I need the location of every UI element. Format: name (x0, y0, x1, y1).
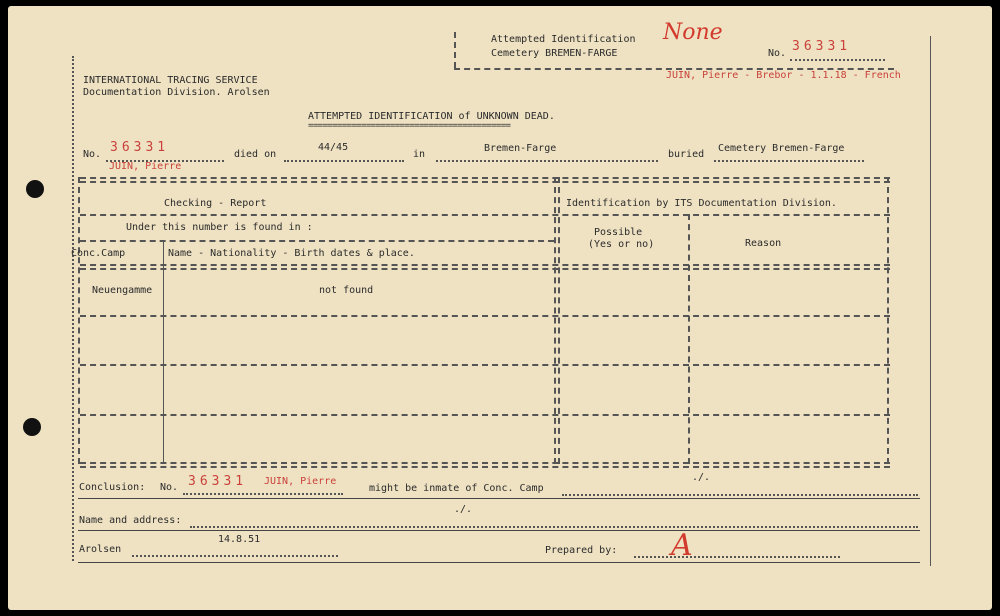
checking-report-header: Checking - Report (164, 198, 267, 209)
page-title: ATTEMPTED IDENTIFICATION of UNKNOWN DEAD. (308, 111, 555, 122)
record-no-label: No. (83, 149, 102, 160)
table-col-header-line-2 (80, 268, 890, 270)
prepared-by-dots (634, 556, 840, 558)
identification-header: Identification by ITS Documentation Division. (566, 198, 837, 209)
conclusion-no-dots (183, 493, 343, 495)
ats-no-value: 36331 (792, 39, 852, 54)
row-1-camp: Neuengamme (92, 285, 153, 296)
footer-line (78, 562, 920, 563)
left-margin-line (72, 56, 74, 561)
record-no-value: 36331 (110, 140, 170, 155)
under-number-underline (80, 240, 554, 242)
conclusion-no-label: No. (160, 482, 179, 493)
footer-place: Arolsen (79, 544, 122, 555)
buried-label: buried (668, 149, 705, 160)
person-summary: JUIN, Pierre - Brebor - 1.1.18 - French (666, 70, 901, 81)
table-divider-reason (688, 214, 690, 464)
ats-box-left (454, 32, 456, 68)
col-name: Name - Nationality - Birth dates & place. (168, 248, 415, 259)
died-value: 44/45 (318, 142, 349, 153)
conclusion-camp-value: ./. (692, 472, 711, 483)
table-header-line (80, 214, 890, 216)
in-value: Bremen-Farge (484, 143, 557, 154)
prepared-by-label: Prepared by: (545, 545, 618, 556)
conclusion-label: Conclusion: (79, 482, 146, 493)
record-name: JUIN, Pierre (109, 161, 182, 172)
org-line-2: Documentation Division. Arolsen (83, 87, 270, 98)
signature: A (671, 528, 693, 563)
punch-hole-top (26, 180, 44, 198)
punch-hole-bottom (23, 418, 41, 436)
table-bottom-border (80, 462, 890, 464)
table-row-line-1 (80, 315, 890, 317)
col-possible-1: Possible (594, 227, 643, 238)
record-card (8, 6, 992, 610)
row-1-name: not found (319, 285, 374, 296)
table-bottom-border-2 (80, 466, 890, 468)
table-divider-main (554, 177, 556, 464)
table-divider-camp (163, 242, 164, 464)
under-number-label: Under this number is found in : (126, 222, 313, 233)
table-left-border (78, 177, 80, 464)
in-label: in (413, 149, 426, 160)
table-divider-main-2 (558, 177, 560, 464)
in-dots (436, 160, 658, 162)
col-possible-2: (Yes or no) (588, 239, 655, 250)
handwritten-note: None (663, 20, 723, 45)
died-label: died on (234, 149, 277, 160)
table-right-border (887, 177, 889, 464)
name-address-value: ./. (454, 504, 473, 515)
col-reason: Reason (745, 238, 782, 249)
table-row-line-2 (80, 364, 890, 366)
buried-dots (714, 160, 864, 162)
ats-no-label: No. (768, 48, 787, 59)
ats-no-dots (790, 59, 885, 61)
table-col-header-line (80, 264, 890, 266)
col-conc-camp: Conc.Camp (71, 248, 126, 259)
name-address-dots (190, 526, 918, 528)
title-underline: ========================================== (308, 121, 511, 131)
conclusion-text: might be inmate of Conc. Camp (369, 483, 544, 494)
conclusion-name: JUIN, Pierre (264, 476, 337, 487)
table-top-border-2 (80, 181, 890, 183)
name-address-line (78, 530, 920, 531)
ats-line-1: Attempted Identification (491, 34, 636, 45)
footer-date: 14.8.51 (218, 534, 261, 545)
name-address-label: Name and address: (79, 515, 182, 526)
buried-value: Cemetery Bremen-Farge (718, 143, 845, 154)
table-row-line-3 (80, 414, 890, 416)
table-top-border (80, 177, 890, 179)
right-margin-line (930, 36, 931, 566)
died-dots (284, 160, 404, 162)
conclusion-camp-dots (562, 494, 918, 496)
org-line-1: INTERNATIONAL TRACING SERVICE (83, 75, 258, 86)
ats-line-2: Cemetery BREMEN-FARGE (491, 48, 618, 59)
footer-date-dots (132, 555, 338, 557)
conclusion-no-value: 36331 (188, 474, 248, 489)
conclusion-line (78, 498, 920, 499)
